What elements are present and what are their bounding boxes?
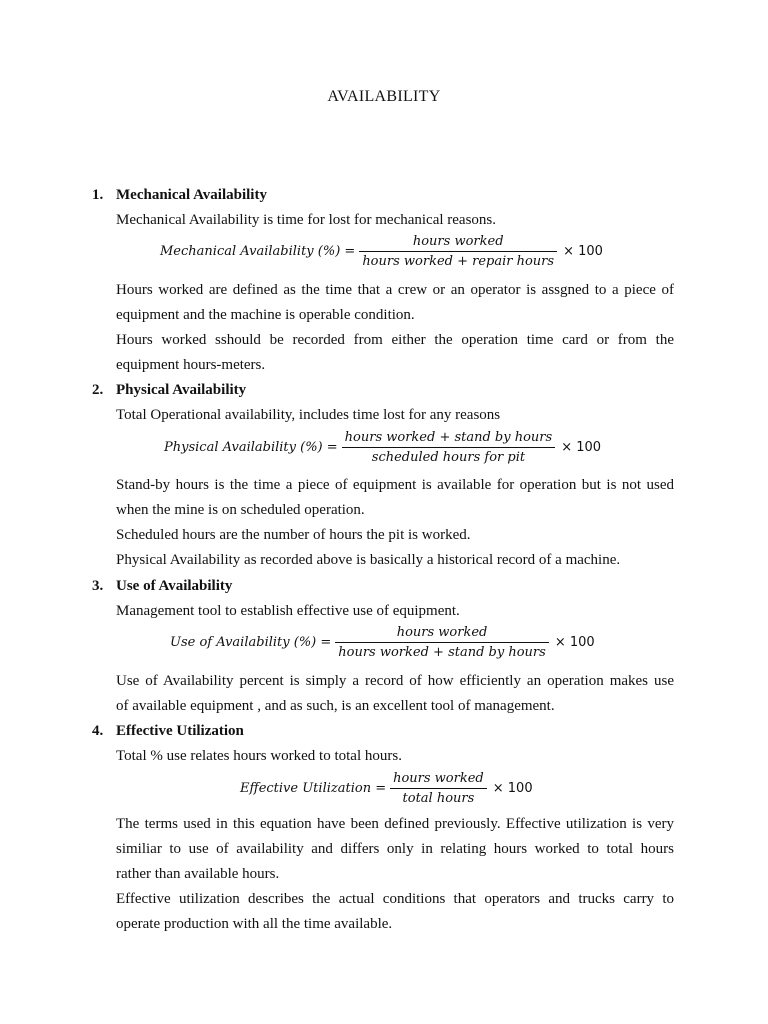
paragraph: equipment hours-meters. xyxy=(116,357,266,373)
formula-lhs: Physical Availability (%) = xyxy=(164,440,338,455)
formula-denominator: hours worked + repair hours xyxy=(362,254,555,269)
formula-use-of-availability xyxy=(170,625,595,660)
paragraph: Physical Availability as recorded above is basically a historical record of a machine. xyxy=(116,552,621,568)
formula-factor: × 100 xyxy=(561,440,602,455)
paragraph: similiar to use of availability and differs only in relating hours worked to total hours xyxy=(116,841,674,857)
formula-lhs: Use of Availability (%) = xyxy=(170,635,332,650)
paragraph: Use of Availability percent is simply a record of how efficiently an operation makes use xyxy=(116,673,674,689)
formula-fraction xyxy=(342,430,556,465)
formula-lhs: Mechanical Availability (%) = xyxy=(160,244,356,259)
section-1-intro: Mechanical Availability is time for lost for mechanical reasons. xyxy=(116,212,497,228)
formula-numerator: hours worked xyxy=(396,625,488,640)
page-title: AVAILABILITY xyxy=(327,88,441,105)
formula-fraction xyxy=(359,234,557,269)
section-2-intro: Total Operational availability, includes time lost for any reasons xyxy=(116,407,501,423)
formula-denominator: hours worked + stand by hours xyxy=(338,645,546,660)
section-1-heading: Mechanical Availability xyxy=(116,187,267,203)
section-1-number: 1. xyxy=(92,187,104,203)
section-4-heading: Effective Utilization xyxy=(116,723,244,739)
paragraph: Stand-by hours is the time a piece of equipment is available for operation but is not used xyxy=(116,477,674,493)
formula-numerator: hours worked + stand by hours xyxy=(344,430,553,445)
formula-numerator: hours worked xyxy=(393,771,484,786)
section-4-number: 4. xyxy=(92,723,104,739)
section-4-intro: Total % use relates hours worked to total hours. xyxy=(116,748,402,764)
formula-factor: × 100 xyxy=(492,781,533,796)
section-2-heading: Physical Availability xyxy=(116,382,247,398)
paragraph: when the mine is on scheduled operation. xyxy=(116,502,365,518)
formula-denominator: scheduled hours for pit xyxy=(371,450,526,465)
paragraph: Hours worked sshould be recorded from either the operation time card or from the xyxy=(116,332,674,348)
formula-fraction xyxy=(390,771,487,806)
formula-effective-utilization xyxy=(240,771,533,806)
formula-physical-availability xyxy=(164,430,601,465)
formula-mechanical-availability xyxy=(160,234,603,269)
formula-fraction xyxy=(335,625,549,660)
paragraph: of available equipment , and as such, is an excellent tool of management. xyxy=(116,698,555,714)
section-3-number: 3. xyxy=(92,578,104,594)
formula-lhs: Effective Utilization = xyxy=(240,781,387,796)
paragraph: The terms used in this equation have been defined previously. Effective utilization is very xyxy=(116,816,674,832)
paragraph: Hours worked are defined as the time that a crew or an operator is assgned to a piece of xyxy=(116,282,674,298)
section-3-heading: Use of Availability xyxy=(116,578,233,594)
section-2-number: 2. xyxy=(92,382,104,398)
formula-numerator: hours worked xyxy=(412,234,504,249)
paragraph: rather than available hours. xyxy=(116,866,280,882)
paragraph: Effective utilization describes the actual conditions that operators and trucks carry to xyxy=(116,891,674,907)
paragraph: operate production with all the time available. xyxy=(116,916,393,932)
section-3-intro: Management tool to establish effective use of equipment. xyxy=(116,603,460,619)
formula-factor: × 100 xyxy=(563,244,603,259)
formula-factor: × 100 xyxy=(554,635,595,650)
formula-denominator: total hours xyxy=(402,791,475,806)
paragraph: Scheduled hours are the number of hours the pit is worked. xyxy=(116,527,471,543)
paragraph: equipment and the machine is operable condition. xyxy=(116,307,415,323)
